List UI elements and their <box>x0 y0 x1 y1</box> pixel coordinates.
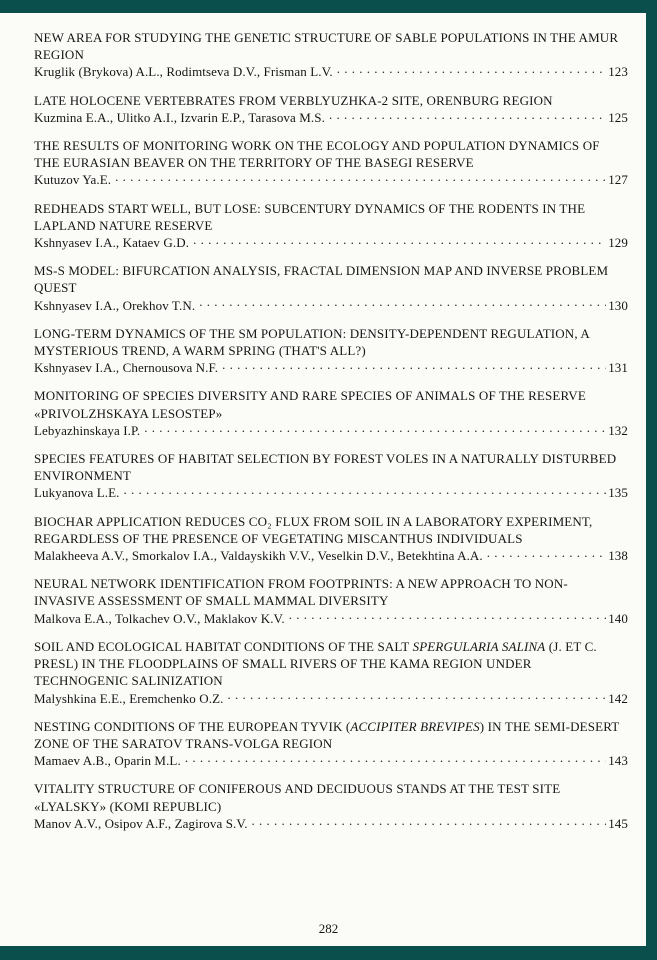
footer-page-number: 282 <box>318 921 339 936</box>
entry-authors-row <box>34 690 628 707</box>
entry-title-text: ) IN THE SEMI-DESERT ZONE OF THE SARATOV TRANS-VOLGA REGION <box>34 718 620 751</box>
entry-title: LATE HOLOCENE VERTEBRATES FROM VERBLYUZHKA-2 SITE, ORENBURG REGION <box>34 92 553 108</box>
dot-leader <box>199 297 606 309</box>
toc-content <box>34 29 628 843</box>
entry-title: NEW AREA FOR STUDYING THE GENETIC STRUCTURE OF SABLE POPULATIONS IN THE AMUR REGION <box>34 30 619 63</box>
entry-authors: Lebyazhinskaya I.P. <box>34 422 141 438</box>
dot-leader <box>337 64 606 76</box>
entry-title-text: NESTING CONDITIONS OF THE EUROPEAN TYVIK ( <box>34 718 351 734</box>
dot-leader <box>227 690 606 702</box>
entry-authors-row <box>34 359 628 376</box>
dot-leader <box>115 172 606 184</box>
toc-entry <box>34 387 628 439</box>
entry-authors-row <box>34 422 628 439</box>
entry-title: MS-S MODEL: BIFURCATION ANALYSIS, FRACTAL DIMENSION MAP AND INVERSE PROBLEM QUEST <box>34 263 609 296</box>
entry-title <box>34 638 628 690</box>
toc-entry <box>34 513 628 565</box>
entry-page-number: 142 <box>608 690 628 706</box>
entry-title: NEURAL NETWORK IDENTIFICATION FROM FOOTPRINTS: A NEW APPROACH TO NON-INVASIVE ASSESSMENT OF SMALL MAMMAL DIVERSITY <box>34 576 568 609</box>
entry-authors: Lukyanova L.E. <box>34 485 120 501</box>
entry-page-number: 132 <box>608 422 628 438</box>
dot-leader <box>193 235 606 247</box>
dot-leader <box>185 753 606 765</box>
entry-authors-row <box>34 815 628 832</box>
toc-entry <box>34 137 628 189</box>
dot-leader <box>124 485 607 497</box>
entry-authors-row <box>34 752 628 769</box>
entry-page-number: 143 <box>608 753 628 769</box>
scan-edge-right <box>646 0 657 960</box>
entry-authors: Malyshkina E.E., Eremchenko O.Z. <box>34 690 224 706</box>
entry-title <box>34 718 628 752</box>
toc-entry <box>34 718 628 770</box>
entry-page-number: 123 <box>608 64 628 80</box>
entry-title: REDHEADS START WELL, BUT LOSE: SUBCENTURY DYNAMICS OF THE RODENTS IN THE LAPLAND NATURE RESERVE <box>34 200 586 233</box>
entry-page-number: 130 <box>608 297 628 313</box>
entry-authors: Kuzmina E.A., Ulitko A.I., Izvarin E.P., Tarasova M.S. <box>34 109 325 125</box>
entry-title: VITALITY STRUCTURE OF CONIFEROUS AND DECIDUOUS STANDS AT THE TEST SITE «LYALSKY» (KOMI REPUBLIC) <box>34 781 561 814</box>
entry-title-latin-name: ACCIPITER BREVIPES <box>350 718 480 734</box>
toc-entry <box>34 262 628 314</box>
toc-entry <box>34 200 628 252</box>
entry-authors-row <box>34 234 628 251</box>
entry-authors-row <box>34 610 628 627</box>
toc-entry <box>34 450 628 502</box>
entry-authors: Kshnyasev I.A., Chernousova N.F. <box>34 360 219 376</box>
entry-authors-row <box>34 547 628 564</box>
dot-leader <box>222 360 606 372</box>
entry-authors: Manov A.V., Osipov A.F., Zagirova S.V. <box>34 815 248 831</box>
dot-leader <box>252 815 607 827</box>
entry-authors-row <box>34 297 628 314</box>
entry-page-number: 140 <box>608 610 628 626</box>
toc-entry <box>34 575 628 627</box>
dot-leader <box>144 423 606 435</box>
entry-authors: Kshnyasev I.A., Orekhov T.N. <box>34 297 196 313</box>
entry-title: THE RESULTS OF MONITORING WORK ON THE ECOLOGY AND POPULATION DYNAMICS OF THE EURASIAN BEAVER ON THE TERRITORY OF THE BASEGI RESERVE <box>34 138 600 171</box>
entry-authors-row <box>34 109 628 126</box>
toc-entry <box>34 638 628 707</box>
entry-page-number: 138 <box>608 548 628 564</box>
entry-page-number: 127 <box>608 172 628 188</box>
scan-edge-bottom <box>0 946 657 960</box>
entry-authors: Mamaev A.B., Oparin M.L. <box>34 753 181 769</box>
entry-authors-row <box>34 63 628 80</box>
entry-page-number: 145 <box>608 815 628 831</box>
toc-entry <box>34 29 628 81</box>
entry-title-text: (J. ET C. PRESL) IN THE FLOODPLAINS OF SMALL RIVERS OF THE KAMA REGION UNDER TECHNOGENIC SALINIZATION <box>34 638 597 689</box>
entry-page-number: 135 <box>608 485 628 501</box>
dot-leader <box>487 548 606 560</box>
scan-edge-top <box>0 0 657 13</box>
entry-authors: Malakheeva A.V., Smorkalov I.A., Valdayskikh V.V., Veselkin D.V., Betekhtina A.A. <box>34 548 483 564</box>
entry-authors: Malkova E.A., Tolkachev O.V., Maklakov K.V. <box>34 610 285 626</box>
entry-authors: Kutuzov Ya.E. <box>34 172 112 188</box>
entry-title: MONITORING OF SPECIES DIVERSITY AND RARE SPECIES OF ANIMALS OF THE RESERVE «PRIVOLZHSKAYA LESOSTEP» <box>34 388 586 421</box>
entry-authors: Kshnyasev I.A., Kataev G.D. <box>34 235 190 251</box>
entry-authors: Kruglik (Brykova) A.L., Rodimtseva D.V., Frisman L.V. <box>34 64 333 80</box>
dot-leader <box>289 610 606 622</box>
entry-page-number: 129 <box>608 235 628 251</box>
entry-title: BIOCHAR APPLICATION REDUCES CO₂ FLUX FROM SOIL IN A LABORATORY EXPERIMENT, REGARDLESS OF THE PRESENCE OF VEGETATING MISCANTHUS INDIVIDUALS <box>34 513 593 546</box>
entry-page-number: 125 <box>608 109 628 125</box>
toc-entry <box>34 780 628 832</box>
entry-page-number: 131 <box>608 360 628 376</box>
entry-title-text: SOIL AND ECOLOGICAL HABITAT CONDITIONS OF THE SALT <box>34 638 413 654</box>
toc-entry <box>34 325 628 377</box>
entry-title: LONG-TERM DYNAMICS OF THE SM POPULATION: DENSITY-DEPENDENT REGULATION, A MYSTERIOUS TREND, A WARM SPRING (THAT'S ALL?) <box>34 325 590 359</box>
entry-title-latin-name: SPERGULARIA SALINA <box>412 638 546 654</box>
entry-authors-row <box>34 484 628 501</box>
entry-authors-row <box>34 171 628 188</box>
entry-title: SPECIES FEATURES OF HABITAT SELECTION BY FOREST VOLES IN A NATURALLY DISTURBED ENVIRONMENT <box>34 451 617 484</box>
dot-leader <box>329 109 606 121</box>
toc-entry <box>34 92 628 126</box>
